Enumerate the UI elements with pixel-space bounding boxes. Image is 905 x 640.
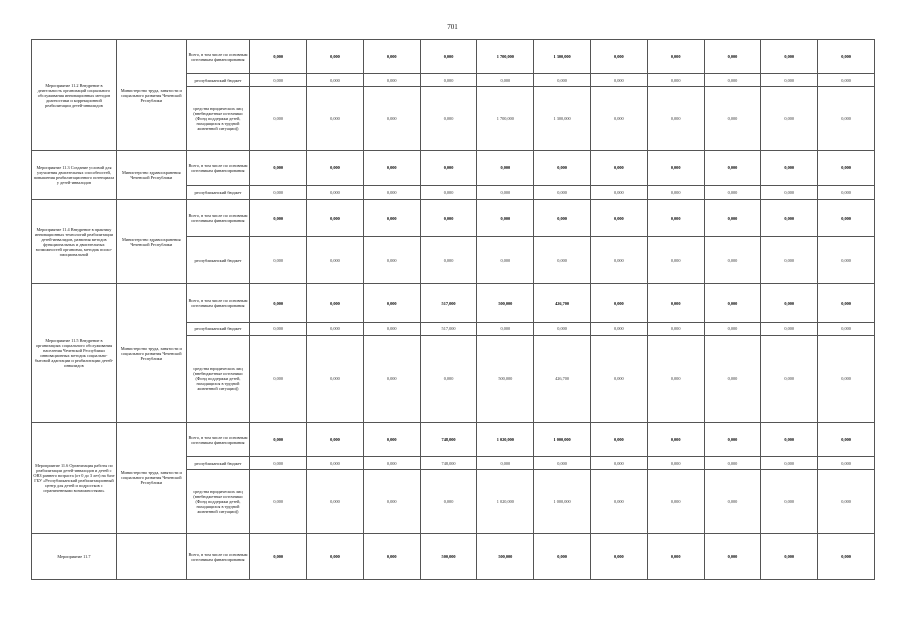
table-row <box>32 40 875 74</box>
value-cell: 0,000 <box>704 534 761 580</box>
value-cell: 500,000 <box>477 335 534 422</box>
value-cell: 0,000 <box>704 457 761 470</box>
value-cell: 1 700,000 <box>477 87 534 151</box>
value-cell: 0,000 <box>647 323 704 336</box>
value-cell: 0,000 <box>647 40 704 74</box>
funding-source-label: Всего, в том числе по основным источникам финансирования <box>186 40 250 74</box>
value-cell: 0,000 <box>818 200 875 237</box>
executor-name <box>116 534 186 580</box>
value-cell: 0,000 <box>647 335 704 422</box>
value-cell: 0,000 <box>818 87 875 151</box>
value-cell: 0,000 <box>250 284 307 323</box>
value-cell: 0,000 <box>704 335 761 422</box>
value-cell: 0,000 <box>250 74 307 87</box>
budget-table <box>31 39 875 580</box>
value-cell: 0,000 <box>761 40 818 74</box>
measure-name: Мероприятие 11.3 Создание условий для улучшения двигательных способностей, повышения реабилитационного потенциала у детей-инвалидов <box>32 151 117 200</box>
value-cell: 0,000 <box>704 237 761 284</box>
value-cell: 0,000 <box>477 323 534 336</box>
executor-name: Министерство здравоохранения Чеченской Республики <box>116 200 186 284</box>
executor-name: Министерство труда, занятости и социального развития Чеченской Республики <box>116 40 186 151</box>
value-cell: 0,000 <box>477 74 534 87</box>
value-cell: 0,000 <box>761 335 818 422</box>
value-cell: 0,000 <box>704 422 761 456</box>
value-cell: 0,000 <box>761 185 818 200</box>
value-cell: 748,000 <box>420 422 477 456</box>
value-cell: 0,000 <box>704 151 761 185</box>
value-cell: 0,000 <box>761 151 818 185</box>
funding-source-label: средства юридических лиц (внебюджетные источники (Фонд поддержки детей, находящихся в трудной жизненной ситуации)) <box>186 87 250 151</box>
executor-name: Министерство труда, занятости и социального развития Чеченской Республики <box>116 422 186 533</box>
value-cell: 0,000 <box>250 200 307 237</box>
value-cell: 0,000 <box>761 87 818 151</box>
table-row <box>32 200 875 237</box>
value-cell: 0,000 <box>363 284 420 323</box>
funding-source-label: Всего, в том числе по основным источникам финансирования <box>186 422 250 456</box>
value-cell: 0,000 <box>590 534 647 580</box>
value-cell: 0,000 <box>250 323 307 336</box>
table-row <box>32 422 875 456</box>
value-cell: 0,000 <box>250 335 307 422</box>
value-cell: 0,000 <box>818 284 875 323</box>
measure-name: Мероприятие 11.5 Внедрение в организациях социального обслуживания населения Чеченской Республики инновационных методик социально-бытовой адаптации и реабилитации детей-инвалидов <box>32 284 117 423</box>
value-cell: 0,000 <box>307 87 364 151</box>
value-cell: 0,000 <box>590 151 647 185</box>
value-cell: 0,000 <box>761 200 818 237</box>
value-cell: 0,000 <box>420 469 477 533</box>
value-cell: 0,000 <box>420 185 477 200</box>
value-cell: 500,000 <box>420 534 477 580</box>
value-cell: 1 300,000 <box>534 40 591 74</box>
value-cell: 0,000 <box>761 534 818 580</box>
value-cell: 0,000 <box>761 422 818 456</box>
value-cell: 0,000 <box>420 74 477 87</box>
value-cell: 0,000 <box>818 74 875 87</box>
funding-source-label: средства юридических лиц (внебюджетные источники (Фонд поддержки детей, находящихся в трудной жизненной ситуации)) <box>186 469 250 533</box>
value-cell: 0,000 <box>704 74 761 87</box>
value-cell: 0,000 <box>818 323 875 336</box>
value-cell: 426,700 <box>534 284 591 323</box>
value-cell: 0,000 <box>307 74 364 87</box>
value-cell: 0,000 <box>307 469 364 533</box>
value-cell: 0,000 <box>363 323 420 336</box>
value-cell: 0,000 <box>647 237 704 284</box>
value-cell: 500,000 <box>477 284 534 323</box>
value-cell: 0,000 <box>704 469 761 533</box>
value-cell: 0,000 <box>307 40 364 74</box>
page-number: 701 <box>447 23 458 31</box>
funding-source-label: средства юридических лиц (внебюджетные источники (Фонд поддержки детей, находящихся в трудной жизненной ситуации)) <box>186 335 250 422</box>
value-cell: 517,000 <box>420 284 477 323</box>
value-cell: 0,000 <box>477 185 534 200</box>
value-cell: 0,000 <box>250 422 307 456</box>
value-cell: 517,000 <box>420 323 477 336</box>
value-cell: 0,000 <box>647 185 704 200</box>
value-cell: 0,000 <box>534 457 591 470</box>
value-cell: 0,000 <box>250 534 307 580</box>
value-cell: 0,000 <box>307 335 364 422</box>
value-cell: 0,000 <box>307 422 364 456</box>
value-cell: 0,000 <box>590 422 647 456</box>
value-cell: 0,000 <box>420 87 477 151</box>
value-cell: 0,000 <box>761 237 818 284</box>
value-cell: 0,000 <box>647 534 704 580</box>
value-cell: 0,000 <box>534 237 591 284</box>
value-cell: 0,000 <box>534 200 591 237</box>
value-cell: 0,000 <box>590 87 647 151</box>
value-cell: 748,000 <box>420 457 477 470</box>
value-cell: 0,000 <box>590 237 647 284</box>
value-cell: 0,000 <box>818 534 875 580</box>
funding-source-label: республиканский бюджет <box>186 74 250 87</box>
measure-name: Мероприятие 11.6 Организация работы по реабилитации детей-инвалидов и детей с ОВЗ раннего возраста (от 0 до 3 лет) на базе ГБУ «Республиканский реабилитационный центр для детей и подростков с ограниченными возможностями» <box>32 422 117 533</box>
value-cell: 0,000 <box>704 284 761 323</box>
value-cell: 0,000 <box>307 151 364 185</box>
value-cell: 0,000 <box>647 200 704 237</box>
value-cell: 0,000 <box>647 457 704 470</box>
value-cell: 0,000 <box>704 40 761 74</box>
value-cell: 0,000 <box>647 74 704 87</box>
value-cell: 0,000 <box>761 74 818 87</box>
value-cell: 0,000 <box>363 87 420 151</box>
value-cell: 0,000 <box>818 335 875 422</box>
value-cell: 0,000 <box>647 87 704 151</box>
value-cell: 0,000 <box>307 237 364 284</box>
value-cell: 0,000 <box>818 457 875 470</box>
value-cell: 0,000 <box>420 335 477 422</box>
value-cell: 0,000 <box>307 457 364 470</box>
value-cell: 0,000 <box>590 469 647 533</box>
value-cell: 1 300,000 <box>534 87 591 151</box>
value-cell: 0,000 <box>761 284 818 323</box>
value-cell: 1 700,000 <box>477 40 534 74</box>
value-cell: 0,000 <box>363 457 420 470</box>
value-cell: 0,000 <box>477 200 534 237</box>
value-cell: 0,000 <box>363 335 420 422</box>
value-cell: 0,000 <box>420 237 477 284</box>
value-cell: 0,000 <box>307 185 364 200</box>
value-cell: 426,700 <box>534 335 591 422</box>
value-cell: 500,000 <box>477 534 534 580</box>
value-cell: 1 000,000 <box>534 469 591 533</box>
value-cell: 0,000 <box>534 534 591 580</box>
value-cell: 0,000 <box>420 200 477 237</box>
value-cell: 0,000 <box>761 457 818 470</box>
value-cell: 0,000 <box>363 237 420 284</box>
funding-source-label: Всего, в том числе по основным источникам финансирования <box>186 534 250 580</box>
value-cell: 0,000 <box>590 185 647 200</box>
value-cell: 0,000 <box>590 335 647 422</box>
table-row <box>32 534 875 580</box>
value-cell: 0,000 <box>250 87 307 151</box>
value-cell: 1 000,000 <box>534 422 591 456</box>
value-cell: 0,000 <box>704 200 761 237</box>
value-cell: 0,000 <box>363 534 420 580</box>
value-cell: 0,000 <box>420 40 477 74</box>
funding-source-label: республиканский бюджет <box>186 457 250 470</box>
value-cell: 0,000 <box>818 151 875 185</box>
value-cell: 0,000 <box>647 284 704 323</box>
value-cell: 0,000 <box>250 185 307 200</box>
value-cell: 0,000 <box>647 469 704 533</box>
value-cell: 0,000 <box>818 422 875 456</box>
value-cell: 0,000 <box>818 469 875 533</box>
value-cell: 0,000 <box>363 74 420 87</box>
value-cell: 0,000 <box>590 323 647 336</box>
value-cell: 0,000 <box>590 74 647 87</box>
value-cell: 0,000 <box>307 323 364 336</box>
value-cell: 0,000 <box>307 534 364 580</box>
value-cell: 0,000 <box>363 40 420 74</box>
value-cell: 0,000 <box>590 40 647 74</box>
value-cell: 0,000 <box>704 323 761 336</box>
value-cell: 0,000 <box>761 469 818 533</box>
value-cell: 0,000 <box>534 74 591 87</box>
value-cell: 0,000 <box>818 237 875 284</box>
value-cell: 0,000 <box>704 87 761 151</box>
value-cell: 0,000 <box>704 185 761 200</box>
value-cell: 0,000 <box>818 185 875 200</box>
value-cell: 0,000 <box>307 284 364 323</box>
value-cell: 0,000 <box>590 457 647 470</box>
value-cell: 0,000 <box>250 40 307 74</box>
measure-name: Мероприятие 11.2 Внедрение в деятельность организаций социального обслуживания инновационных методов диагностики и коррекционной реабилитации детей-инвалидов <box>32 40 117 151</box>
funding-source-label: республиканский бюджет <box>186 185 250 200</box>
funding-source-label: Всего, в том числе по основным источникам финансирования <box>186 200 250 237</box>
value-cell: 0,000 <box>250 237 307 284</box>
funding-source-label: Всего, в том числе по основным источникам финансирования <box>186 284 250 323</box>
funding-source-label: Всего, в том числе по основным источникам финансирования <box>186 151 250 185</box>
value-cell: 0,000 <box>363 422 420 456</box>
value-cell: 0,000 <box>647 422 704 456</box>
value-cell: 0,000 <box>250 151 307 185</box>
measure-name: Мероприятие 11.4 Внедрение в практику инновационных технологий реабилитации детей-инвалидов, развития методов функциональных и двигательных возможностей организма, методик психо-эмоциональной <box>32 200 117 284</box>
value-cell: 0,000 <box>250 457 307 470</box>
value-cell: 0,000 <box>590 200 647 237</box>
executor-name: Министерство труда, занятости и социального развития Чеченской Республики <box>116 284 186 423</box>
table-row <box>32 151 875 185</box>
value-cell: 0,000 <box>477 237 534 284</box>
value-cell: 0,000 <box>647 151 704 185</box>
value-cell: 0,000 <box>477 151 534 185</box>
value-cell: 0,000 <box>363 469 420 533</box>
value-cell: 0,000 <box>420 151 477 185</box>
value-cell: 1 020,000 <box>477 422 534 456</box>
value-cell: 0,000 <box>534 323 591 336</box>
value-cell: 0,000 <box>590 284 647 323</box>
value-cell: 0,000 <box>250 469 307 533</box>
value-cell: 0,000 <box>363 151 420 185</box>
value-cell: 0,000 <box>363 200 420 237</box>
value-cell: 0,000 <box>363 185 420 200</box>
measure-name: Мероприятие 11.7 <box>32 534 117 580</box>
value-cell: 0,000 <box>761 323 818 336</box>
value-cell: 0,000 <box>818 40 875 74</box>
table-row <box>32 284 875 323</box>
value-cell: 0,000 <box>307 200 364 237</box>
value-cell: 0,000 <box>477 457 534 470</box>
funding-source-label: республиканский бюджет <box>186 237 250 284</box>
funding-source-label: республиканский бюджет <box>186 323 250 336</box>
value-cell: 0,000 <box>534 151 591 185</box>
value-cell: 0,000 <box>534 185 591 200</box>
executor-name: Министерство здравоохранения Чеченской Республики <box>116 151 186 200</box>
value-cell: 1 020,000 <box>477 469 534 533</box>
